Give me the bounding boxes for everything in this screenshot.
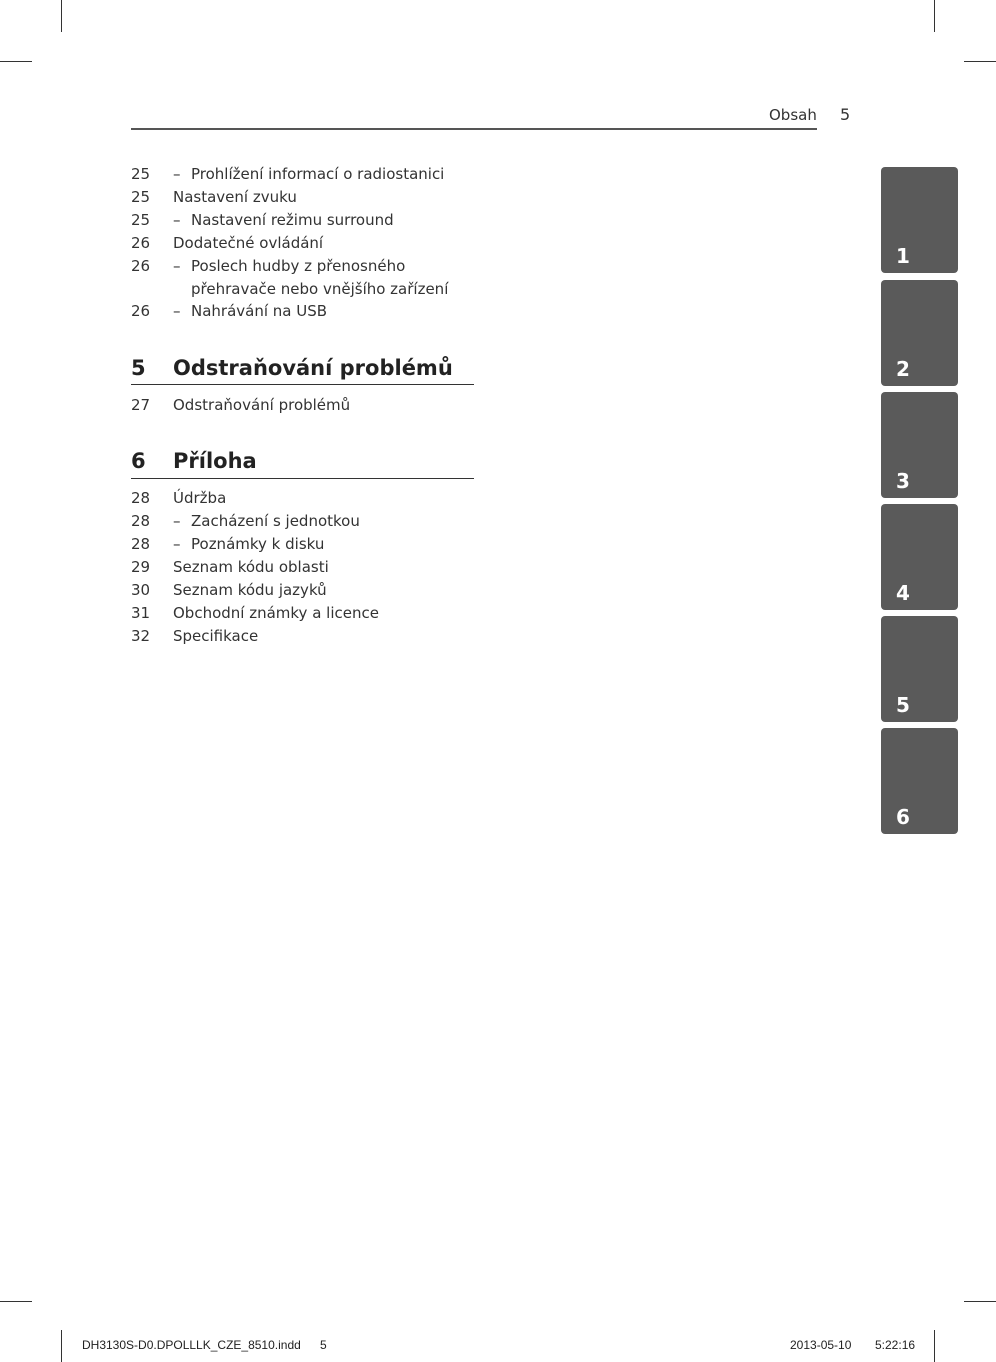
chapter-tab-3[interactable] xyxy=(881,392,958,498)
toc-title: Seznam kódu oblasti xyxy=(173,558,329,576)
toc-title: – Prohlížení informací o radiostanici xyxy=(173,163,444,186)
crop-mark xyxy=(964,1301,996,1302)
toc-title: Odstraňování problémů xyxy=(173,396,351,414)
toc-page-number: 25 xyxy=(131,211,151,229)
crop-mark xyxy=(964,61,996,62)
toc-title: Dodatečné ovládání xyxy=(173,234,324,252)
toc-page-number: 26 xyxy=(131,234,151,252)
toc-title: – Nastavení režimu surround xyxy=(173,209,394,232)
section-rule xyxy=(131,478,474,479)
header-page-number: 5 xyxy=(840,105,851,124)
toc-title: Nastavení zvuku xyxy=(173,188,297,206)
chapter-tab-6[interactable] xyxy=(881,728,958,834)
chapter-tab-label: 2 xyxy=(896,357,910,381)
footer-filename: DH3130S-D0.DPOLLLK_CZE_8510.indd xyxy=(82,1338,301,1352)
toc-page-number: 30 xyxy=(131,581,151,599)
toc-title: – Zacházení s jednotkou xyxy=(173,510,360,533)
footer-time: 5:22:16 xyxy=(875,1338,916,1352)
toc-title: Údržba xyxy=(173,489,227,507)
dash: – xyxy=(173,165,181,183)
section-rule xyxy=(131,384,474,385)
toc-page-number: 25 xyxy=(131,165,151,183)
toc-title: Seznam kódu jazyků xyxy=(173,581,327,599)
toc-page-number: 26 xyxy=(131,257,151,275)
section-number: 5 xyxy=(131,356,146,380)
section-title: Příloha xyxy=(173,449,257,473)
chapter-tab-label: 6 xyxy=(896,805,910,829)
dash: – xyxy=(173,211,181,229)
toc-page-number: 28 xyxy=(131,512,151,530)
dash: – xyxy=(173,535,181,553)
toc-title-continuation: přehravače nebo vnějšího zařízení xyxy=(191,280,449,298)
crop-mark xyxy=(61,0,62,32)
dash: – xyxy=(173,257,181,275)
chapter-tab-5[interactable] xyxy=(881,616,958,722)
toc-page-number: 32 xyxy=(131,627,151,645)
header-title: Obsah xyxy=(769,106,817,124)
toc-page-number: 25 xyxy=(131,188,151,206)
toc-page-number: 28 xyxy=(131,535,151,553)
chapter-tab-label: 5 xyxy=(896,693,910,717)
header-rule xyxy=(131,128,817,130)
toc-title: – Poslech hudby z přenosného xyxy=(173,255,405,278)
section-number: 6 xyxy=(131,449,146,473)
chapter-tab-4[interactable] xyxy=(881,504,958,610)
crop-mark xyxy=(934,1330,935,1362)
toc-title: Specifikace xyxy=(173,627,259,645)
footer-date: 2013-05-10 xyxy=(790,1338,852,1352)
footer-page: 5 xyxy=(320,1338,327,1352)
toc-page-number: 31 xyxy=(131,604,151,622)
crop-mark xyxy=(61,1330,62,1362)
toc-title: Obchodní známky a licence xyxy=(173,604,379,622)
chapter-tab-label: 3 xyxy=(896,469,910,493)
dash: – xyxy=(173,302,181,320)
chapter-tab-1[interactable] xyxy=(881,167,958,273)
chapter-tab-2[interactable] xyxy=(881,280,958,386)
section-title: Odstraňování problémů xyxy=(173,356,453,380)
toc-page-number: 29 xyxy=(131,558,151,576)
crop-mark xyxy=(0,61,32,62)
toc-title: – Nahrávání na USB xyxy=(173,300,327,323)
toc-page-number: 27 xyxy=(131,396,151,414)
dash: – xyxy=(173,512,181,530)
toc-title: – Poznámky k disku xyxy=(173,533,324,556)
chapter-tab-label: 1 xyxy=(896,244,910,268)
toc-page-number: 26 xyxy=(131,302,151,320)
crop-mark xyxy=(934,0,935,32)
toc-page-number: 28 xyxy=(131,489,151,507)
crop-mark xyxy=(0,1301,32,1302)
chapter-tab-label: 4 xyxy=(896,581,910,605)
